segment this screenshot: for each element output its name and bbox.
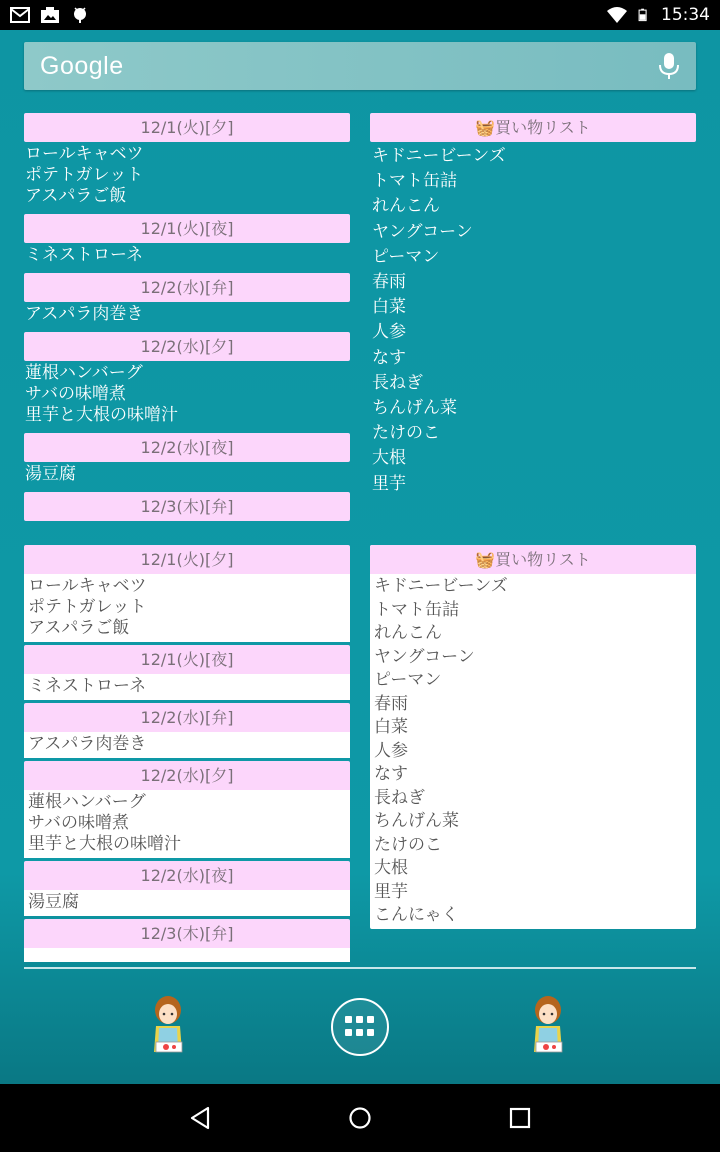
menu-date-header: 12/2(水)[夜] [24,433,350,462]
menu-item: アスパラ肉巻き [25,304,144,324]
menu-item: ミネストローネ [28,676,147,696]
android-debug-icon [70,6,90,24]
menu-group [24,645,350,700]
shopping-item: たけのこ [372,423,440,444]
menu-group [24,492,350,526]
shopping-item: 白菜 [372,297,406,318]
dock-divider [24,967,696,969]
menu-items [24,521,350,526]
menu-date-header: 12/2(水)[夕] [24,761,350,790]
menu-date-header: 12/1(火)[夜] [24,214,350,243]
menu-item: サバの味噌煮 [25,384,126,404]
clock: 15:34 [661,5,710,25]
shopping-item: キドニービーンズ [372,146,506,166]
shopping-item: 人参 [372,322,406,343]
shopping-widget-transparent[interactable] [370,113,696,497]
menu-item: アスパラ肉巻き [28,734,147,754]
menu-item: アスパラご飯 [25,186,127,206]
cooking-girl-app-icon[interactable] [144,994,194,1058]
shopping-item: 白菜 [374,717,408,737]
menu-date-header: 12/2(水)[弁] [24,703,350,732]
shopping-item: なす [374,764,408,784]
menu-group [24,545,350,642]
menu-date-header: 12/2(水)[夜] [24,861,350,890]
home-button[interactable] [340,1098,380,1138]
menu-item: ロールキャベツ [25,144,144,164]
menu-item: ポテトガレット [25,165,144,185]
shopping-item: 長ねぎ [372,372,423,393]
status-bar [0,0,720,30]
menu-date-header: 12/1(火)[夕] [24,545,350,574]
menu-date-header: 12/3(木)[弁] [24,492,350,521]
menu-group [24,332,350,429]
shopping-item: ちんげん菜 [374,811,459,831]
shopping-item: ちんげん菜 [372,398,457,419]
menu-group [24,919,350,962]
shopping-item: 春雨 [372,272,406,293]
menu-date-header: 12/2(水)[弁] [24,273,350,302]
shopping-list-header: 🧺買い物リスト [370,545,696,574]
menu-items [24,574,350,642]
menu-widget-transparent[interactable] [24,113,350,516]
all-apps-button[interactable] [331,998,389,1056]
menu-item: ミネストローネ [25,245,144,265]
menu-item: 里芋と大根の味噌汁 [28,834,181,854]
menu-date-header: 12/1(火)[夜] [24,645,350,674]
menu-item: 蓮根ハンバーグ [25,363,143,383]
mic-icon[interactable] [658,52,680,80]
battery-icon [637,6,651,24]
menu-date-header: 12/1(火)[夕] [24,113,350,142]
shopping-item: たけのこ [374,834,442,855]
menu-items [24,142,350,210]
menu-item: 蓮根ハンバーグ [28,792,146,812]
photo-notification-icon [40,6,60,24]
menu-items [24,732,350,758]
menu-widget-card[interactable] [24,545,350,943]
shopping-item: 大根 [374,858,408,878]
menu-item: 里芋と大根の味噌汁 [25,405,178,425]
shopping-item: ピーマン [372,246,440,267]
shopping-item: 里芋 [372,473,406,494]
navigation-bar [0,1084,720,1152]
shopping-item: 長ねぎ [374,787,425,808]
recents-icon [509,1107,531,1129]
shopping-item: 人参 [374,740,408,761]
menu-date-header: 12/3(木)[弁] [24,919,350,948]
menu-group [24,761,350,858]
shopping-item: キドニービーンズ [374,576,508,596]
menu-item: アスパラご飯 [28,618,130,638]
shopping-list-header: 🧺買い物リスト [370,113,696,142]
google-search-bar[interactable] [24,42,696,90]
shopping-item: れんこん [372,196,440,217]
shopping-list [370,574,696,928]
shopping-item: トマト缶詰 [374,599,459,620]
back-button[interactable] [180,1098,220,1138]
back-icon [189,1106,211,1130]
menu-group [24,214,350,269]
shopping-item: 里芋 [374,881,408,902]
menu-items [24,790,350,858]
menu-item: ロールキャベツ [28,576,147,596]
menu-item: 湯豆腐 [25,464,76,484]
shopping-item: れんこん [374,623,442,643]
menu-items [24,948,350,962]
menu-group [24,433,350,488]
recents-button[interactable] [500,1098,540,1138]
menu-item: サバの味噌煮 [28,813,129,833]
menu-group [24,703,350,758]
menu-items [24,302,350,328]
shopping-list [370,142,696,497]
system-icons [607,5,710,25]
shopping-item: ピーマン [374,670,442,690]
gmail-icon [10,6,30,24]
menu-item: 湯豆腐 [28,892,79,912]
menu-group [24,861,350,916]
shopping-widget-card[interactable] [370,545,696,929]
shopping-item: ヤングコーン [374,646,475,667]
menu-items [24,890,350,916]
menu-items [24,243,350,269]
shopping-item: 大根 [372,448,406,469]
cooking-girl-app-icon[interactable] [524,994,574,1058]
notification-icons [10,6,90,24]
menu-date-header: 12/2(水)[夕] [24,332,350,361]
menu-items [24,361,350,429]
wifi-icon [607,6,627,24]
shopping-item: 春雨 [374,693,408,714]
shopping-item: なす [372,347,406,368]
menu-group [24,113,350,210]
shopping-item: ヤングコーン [372,221,473,242]
home-icon [348,1106,372,1130]
menu-group [24,273,350,328]
shopping-item: トマト缶詰 [372,171,457,192]
all-apps-icon [345,1016,375,1038]
menu-items [24,674,350,700]
menu-items [24,462,350,488]
shopping-item: こんにゃく [374,905,459,925]
google-logo: Google [40,51,124,80]
menu-item: ポテトガレット [28,597,147,617]
